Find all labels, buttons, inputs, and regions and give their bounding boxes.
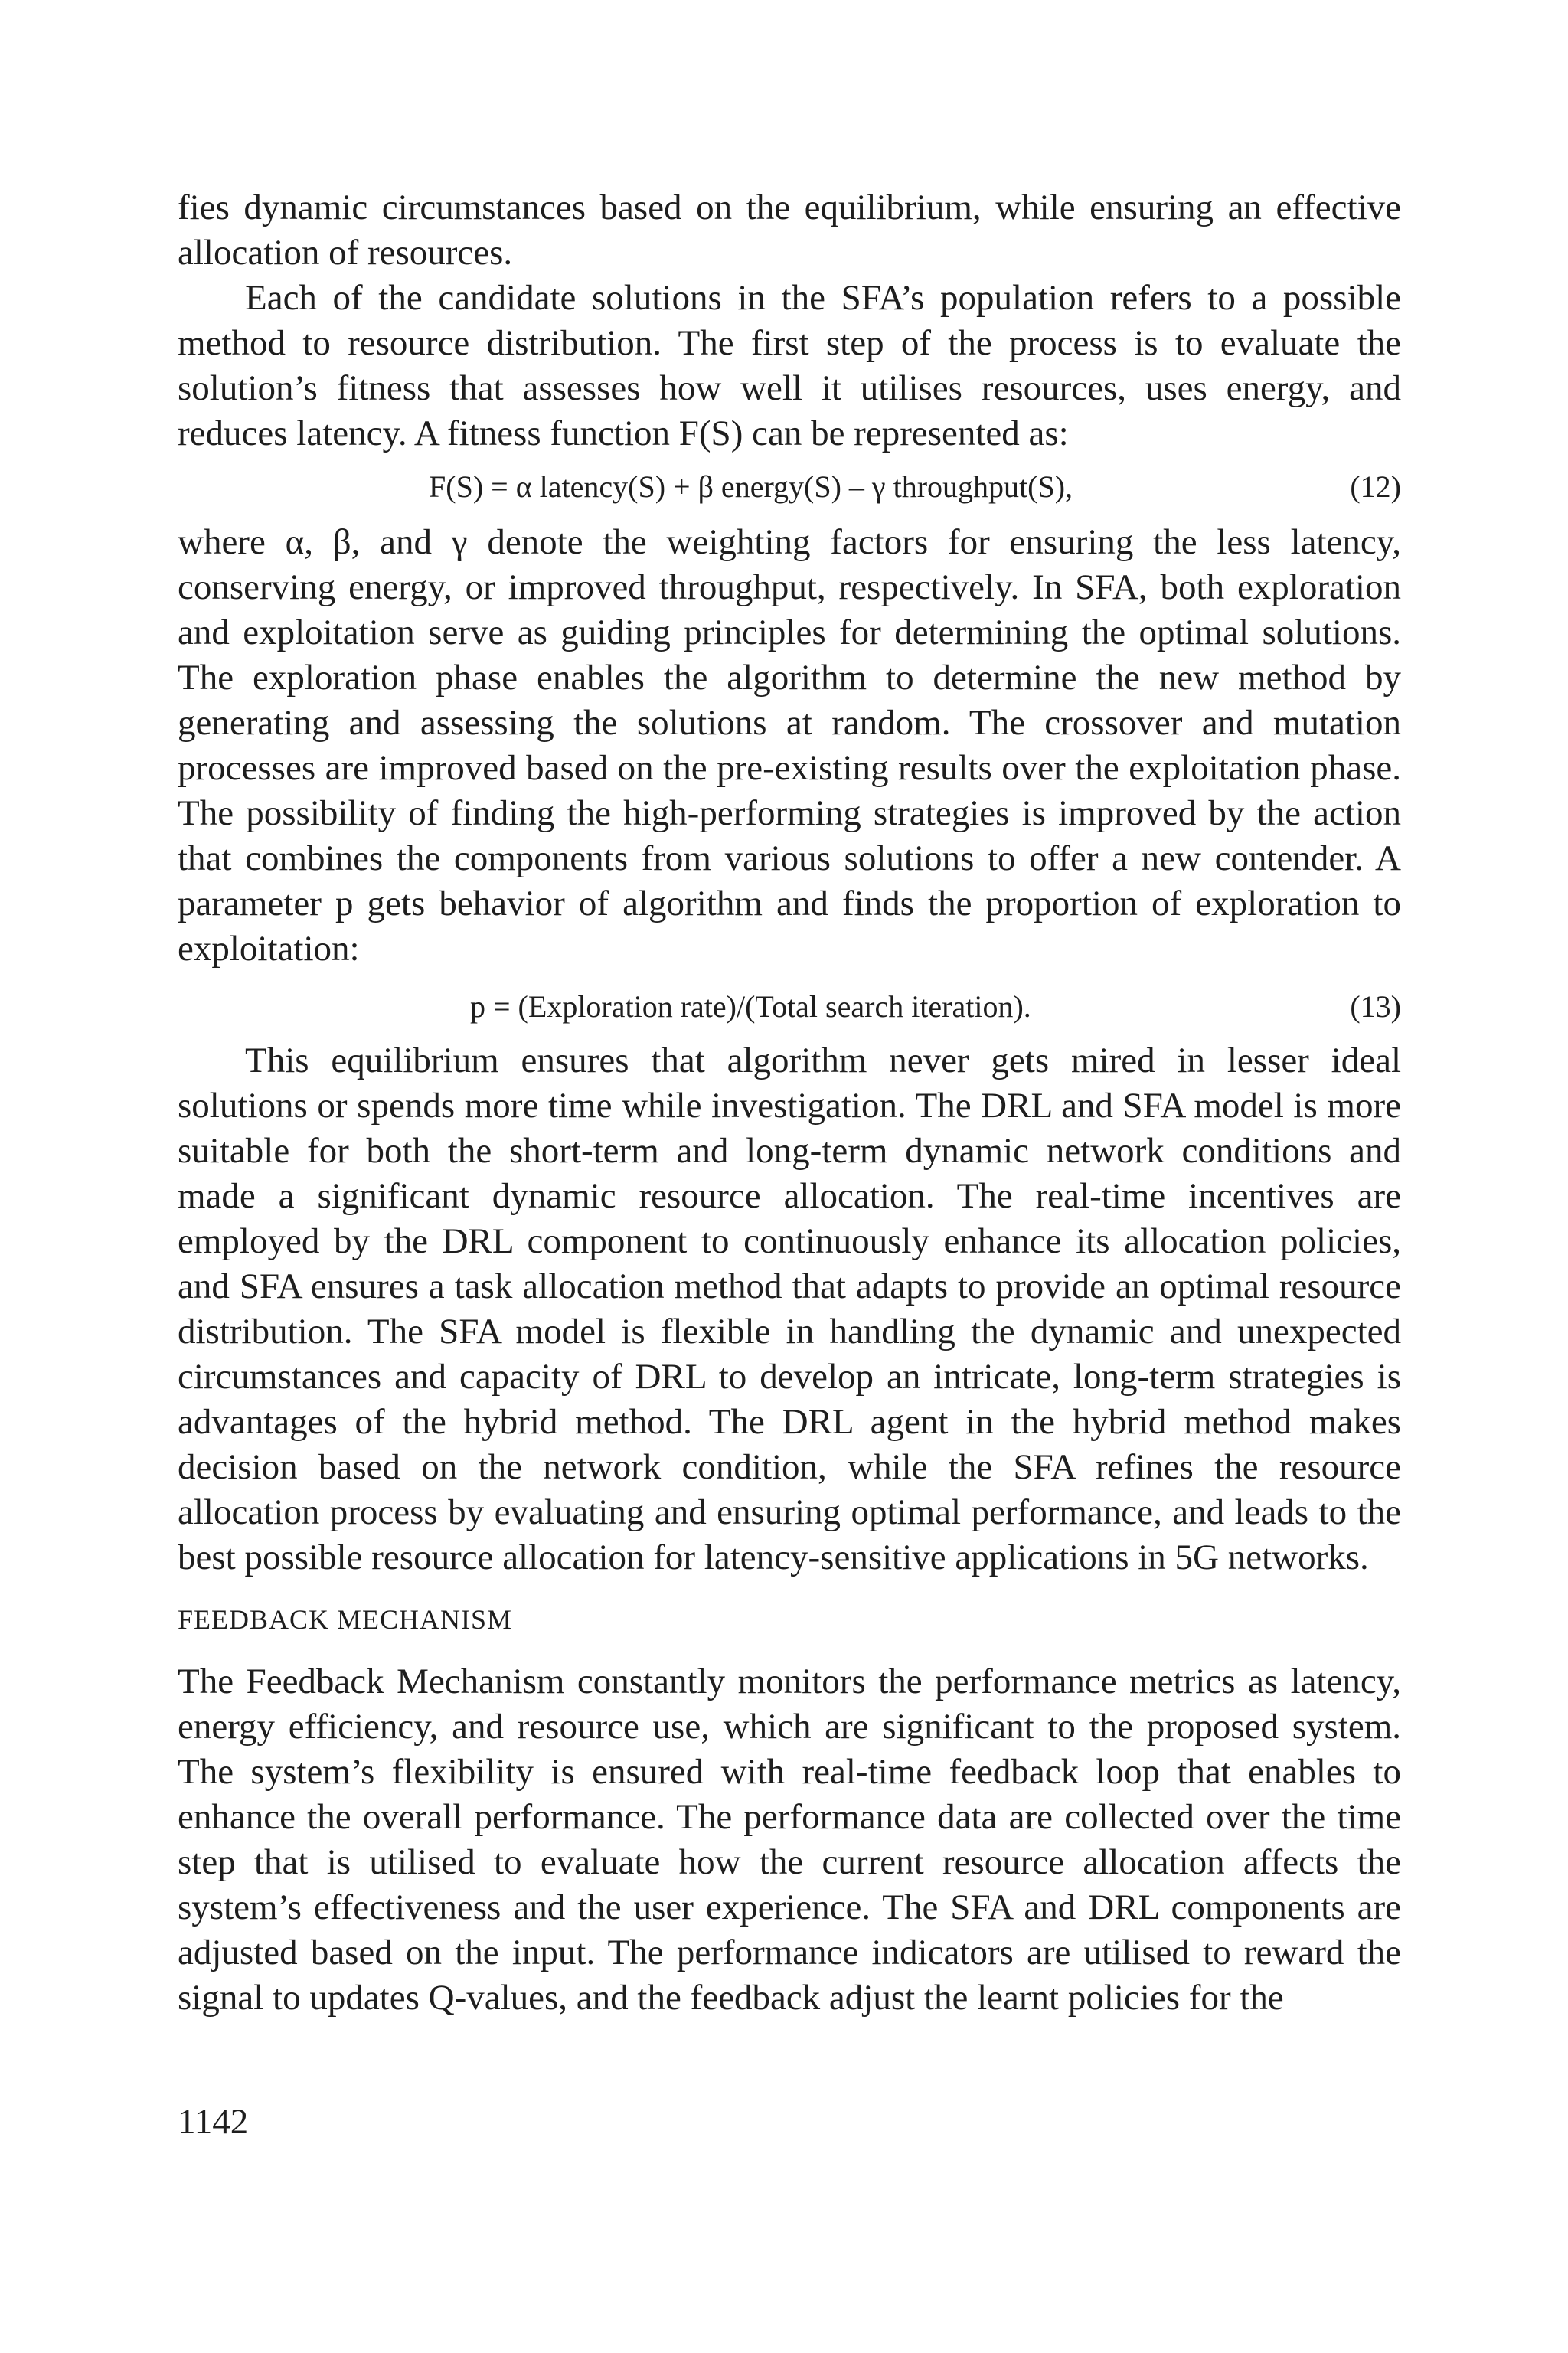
paragraph-equilibrium: This equilibrium ensures that algorithm never gets mired in lesser ideal solutions or spends more time while investigation. The DRL and SFA model is more suitable for both the short-term and long-term dynamic network conditions and made a significant dynamic resource allocation. The real-time incentives are employed by the DRL component to continuously enhance its allocation policies, and SFA ensures a task allocation method that adapts to provide an optimal resource distribution. The SFA model is flexible in handling the dynamic and unexpected circumstances and capacity of DRL to develop an intricate, long-term strategies is advantages of the hybrid method. The DRL agent in the hybrid method makes decision based on the network condition, while the SFA refines the resource allocation process by evaluating and ensuring optimal performance, and leads to the best possible resource allocation for latency-sensitive applications in 5G networks.: [178, 1041, 1401, 1577]
equation-13-body: p = (Exploration rate)/(Total search iteration).: [470, 989, 1031, 1024]
equation-13-number: (13): [1350, 989, 1401, 1024]
equation-13: [178, 984, 1401, 1029]
equation-12-number: (12): [1350, 469, 1401, 504]
equation-12: [178, 464, 1401, 509]
paragraph-feedback: The Feedback Mechanism constantly monitors the performance metrics as latency, energy efficiency, and resource use, which are significant to the proposed system. The system’s flexibility is ensured with real-time feedback loop that enables to enhance the overall performance. The performance data are collected over the time step that is utilised to evaluate how the current resource allocation affects the system’s effectiveness and the user experience. The SFA and DRL components are adjusted based on the input. The performance indicators are utilised to reward the signal to updates Q-values, and the feedback adjust the learnt policies for the: [178, 1662, 1401, 2018]
paragraph-fitness-intro: Each of the candidate solutions in the SFA’s population refers to a possible method to resource distribution. The first step of the process is to evaluate the solution’s fitness that assesses how well it utilises resources, uses energy, and reduces latency. A fitness function F(S) can be represented as:: [178, 278, 1401, 453]
paragraph-exploration: where α, β, and γ denote the weighting factors for ensuring the less latency, conserving energy, or improved throughput, respectively. In SFA, both exploration and exploitation serve as guiding principles for determining the optimal solutions. The exploration phase enables the algorithm to determine the new method by generating and assessing the solutions at random. The crossover and mutation processes are improved based on the pre-existing results over the exploitation phase. The possibility of finding the high-performing strategies is improved by the action that combines the components from various solutions to offer a new contender. A parameter p gets behavior of algorithm and finds the proportion of exploration to exploitation:: [178, 522, 1401, 969]
page-number: 1142: [178, 2102, 249, 2142]
paragraph-continuation: fies dynamic circumstances based on the equilibrium, while ensuring an effective allocation of resources.: [178, 188, 1401, 273]
equation-12-body: F(S) = α latency(S) + β energy(S) – γ throughput(S),: [429, 469, 1073, 504]
page-body: [178, 185, 1401, 2021]
section-heading: FEEDBACK MECHANISM: [178, 1604, 513, 1635]
